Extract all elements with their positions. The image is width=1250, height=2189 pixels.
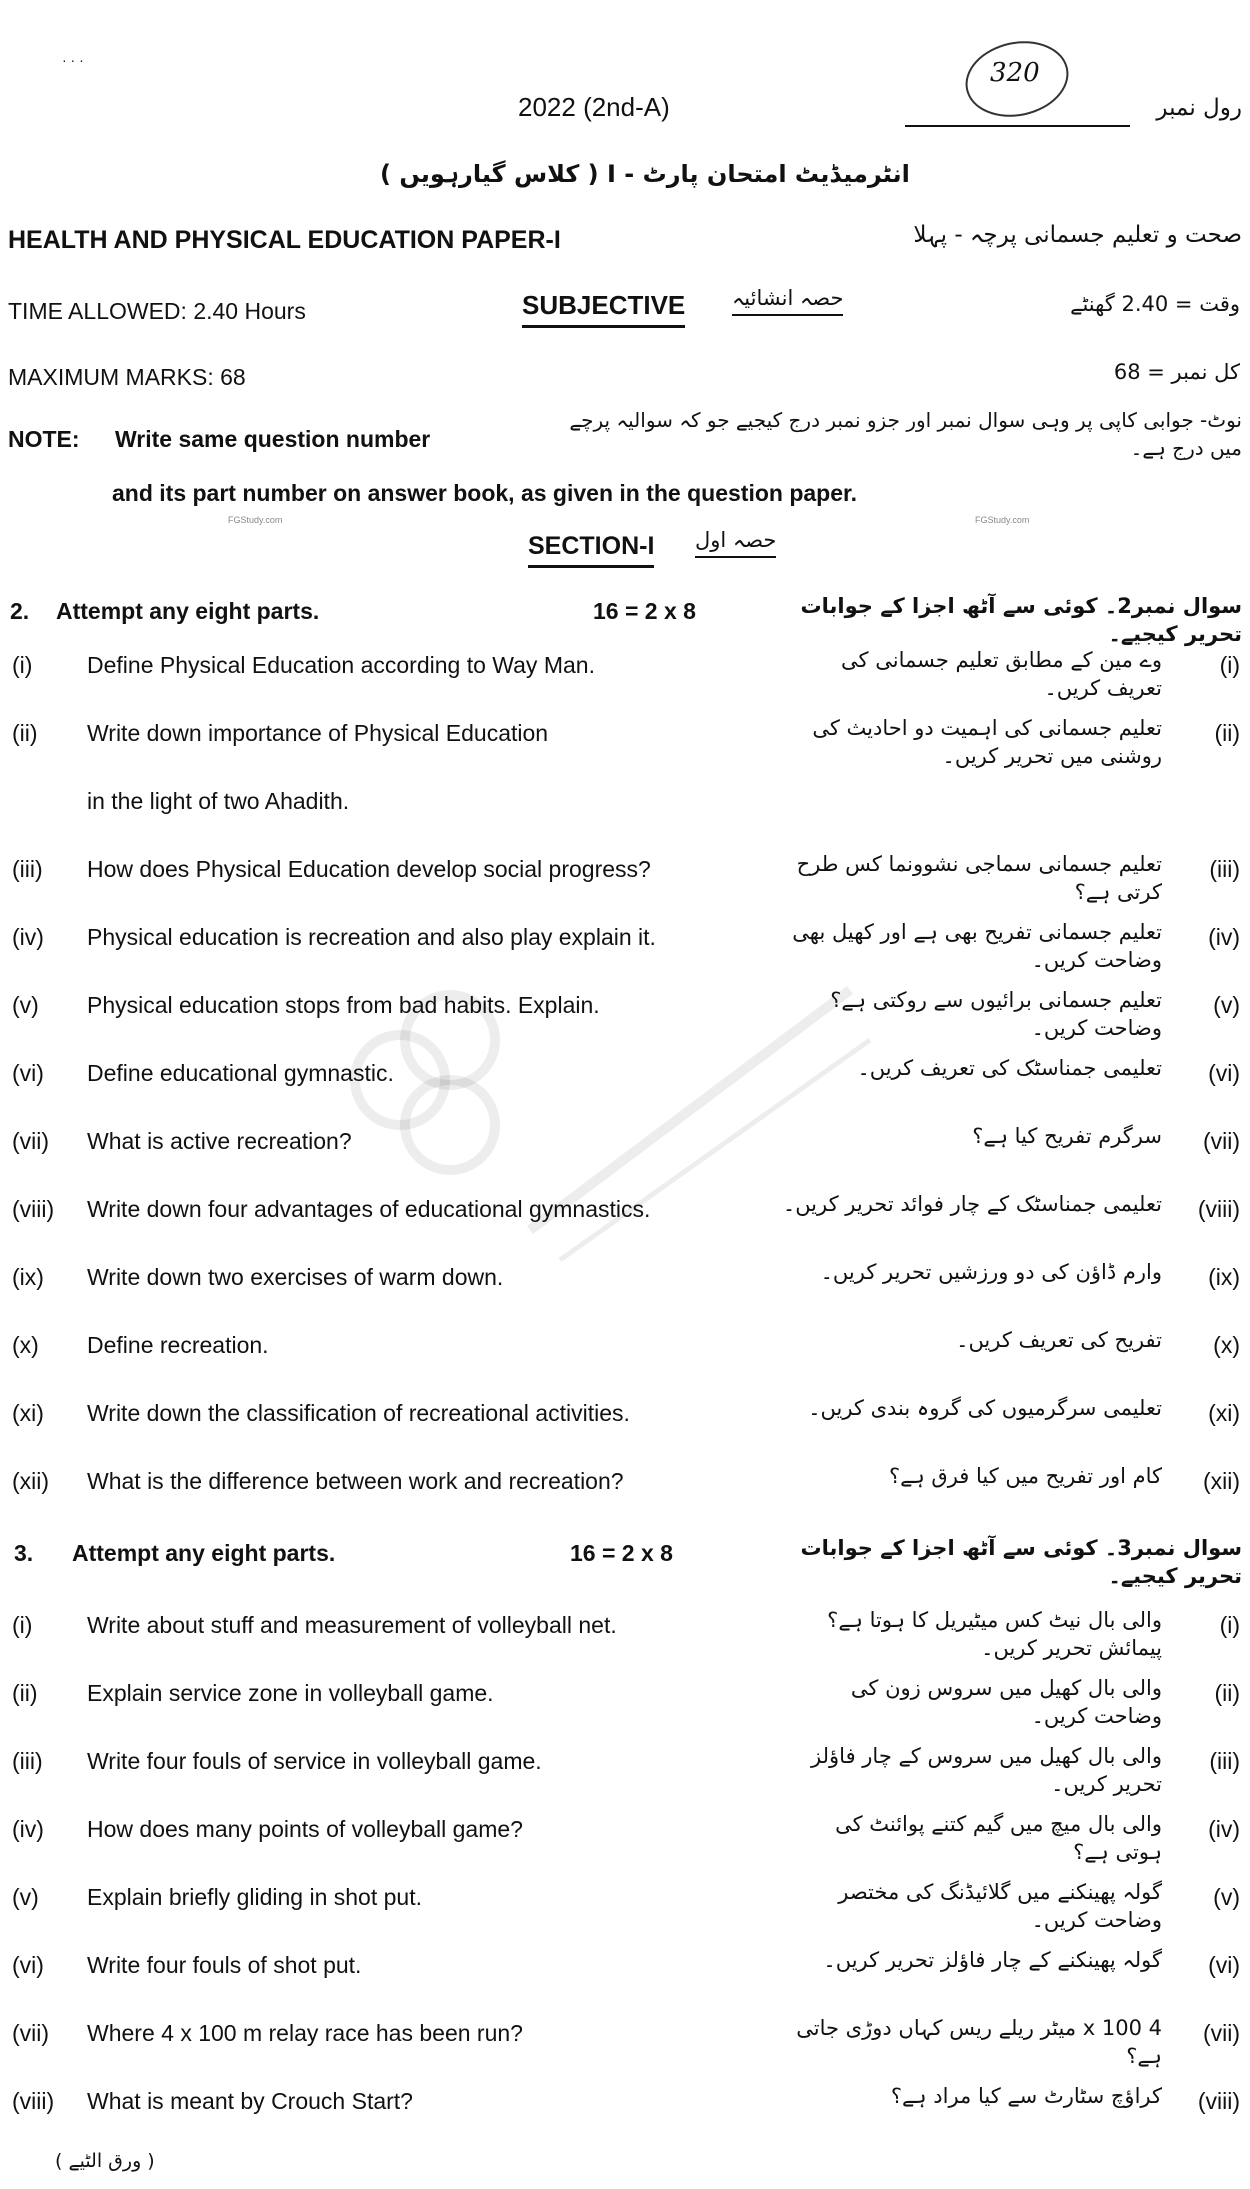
section-title-urdu: حصہ اول xyxy=(695,528,776,558)
question-marks: 16 = 2 x 8 xyxy=(570,1540,673,1566)
subjective-label-urdu: حصہ انشائیہ xyxy=(732,286,843,316)
part-label-urdu: (vii) xyxy=(1202,1128,1240,1154)
part-label-urdu: (x) xyxy=(1213,1332,1240,1358)
part-label-urdu: (ix) xyxy=(1208,1264,1240,1290)
part-question: How does many points of volleyball game? xyxy=(87,1816,523,1842)
part-label-urdu: (ii) xyxy=(1214,1680,1240,1706)
part-label: (vi) xyxy=(12,1060,44,1086)
site-watermark: FGStudy.com xyxy=(975,515,1030,525)
note-text-1: Write same question number xyxy=(115,426,431,452)
part-question: Write four fouls of service in volleyball game. xyxy=(87,1748,542,1774)
part-question-urdu: تعلیمی جمناسٹک کی تعریف کریں۔ xyxy=(857,1056,1162,1080)
turn-over-note: ( ورق الٹیے ) xyxy=(55,2150,155,2172)
part-label: (iv) xyxy=(12,1816,44,1842)
question-marks: 16 = 2 x 8 xyxy=(593,598,696,624)
maximum-marks: MAXIMUM MARKS: 68 xyxy=(8,364,246,390)
part-question-urdu: گولہ پھینکنے کے چار فاؤلز تحریر کریں۔ xyxy=(823,1948,1162,1972)
part-label: (ii) xyxy=(12,1680,38,1706)
part-question: Write four fouls of shot put. xyxy=(87,1952,362,1978)
part-label: (iii) xyxy=(12,1748,43,1774)
watermark-stroke xyxy=(560,1040,870,1260)
part-label-urdu: (iii) xyxy=(1209,1748,1240,1774)
question-instruction: Attempt any eight parts. xyxy=(56,598,320,624)
part-question: Define recreation. xyxy=(87,1332,269,1358)
part-label: (iii) xyxy=(12,856,43,882)
part-question: Write down two exercises of warm down. xyxy=(87,1264,504,1290)
site-watermark: FGStudy.com xyxy=(228,515,283,525)
subject-title: HEALTH AND PHYSICAL EDUCATION PAPER-I xyxy=(8,226,561,254)
part-label-urdu: (i) xyxy=(1219,1612,1240,1638)
part-label: (v) xyxy=(12,1884,39,1910)
part-question: Explain briefly gliding in shot put. xyxy=(87,1884,422,1910)
question-number: 3. xyxy=(14,1540,34,1566)
part-label-urdu: (vii) xyxy=(1202,2020,1240,2046)
part-question-urdu: تعلیم جسمانی تفریح بھی ہے اور کھیل بھی وضاحت کریں۔ xyxy=(792,920,1162,972)
part-label: (viii) xyxy=(12,1196,55,1222)
part-question-urdu: کام اور تفریح میں کیا فرق ہے؟ xyxy=(889,1464,1162,1488)
part-question-urdu: والی بال نیٹ کس میٹیریل کا ہوتا ہے؟ پیمائش تحریر کریں۔ xyxy=(827,1608,1162,1660)
part-question: Define Physical Education according to Way Man. xyxy=(87,652,595,678)
part-question-urdu: والی بال کھیل میں سروس کے چار فاؤلز تحریر کریں۔ xyxy=(811,1744,1162,1796)
part-question: Write down the classification of recreational activities. xyxy=(87,1400,630,1426)
part-label: (vii) xyxy=(12,2020,50,2046)
question-number: 2. xyxy=(10,598,30,624)
note-urdu: نوٹ- جوابی کاپی پر وہی سوال نمبر اور جزو نمبر درج کیجیے جو کہ سوالیہ پرچے میں درج ہے۔ xyxy=(569,408,1242,460)
maximum-marks-urdu: کل نمبر = 68 xyxy=(1113,360,1240,384)
question-instruction-urdu: سوال نمبر3۔ کوئی سے آٹھ اجزا کے جوابات تحریر کیجیے۔ xyxy=(800,1536,1242,1588)
part-question: Write down importance of Physical Education xyxy=(87,720,549,746)
exam-year: 2022 (2nd-A) xyxy=(518,92,670,122)
roll-label: رول نمبر xyxy=(1156,95,1242,121)
part-question: Physical education is recreation and also play explain it. xyxy=(87,924,656,950)
roll-number: 320 xyxy=(990,58,1040,88)
part-question: Explain service zone in volleyball game. xyxy=(87,1680,494,1706)
part-label-urdu: (iii) xyxy=(1209,856,1240,882)
part-label: (vii) xyxy=(12,1128,50,1154)
part-question: Physical education stops from bad habits. Explain. xyxy=(87,992,600,1018)
part-label: (iv) xyxy=(12,924,44,950)
part-label-urdu: (viii) xyxy=(1197,2088,1240,2114)
part-label-urdu: (ii) xyxy=(1214,720,1240,746)
part-question-urdu: وے مین کے مطابق تعلیم جسمانی کی تعریف کریں۔ xyxy=(841,648,1162,700)
part-question-urdu: سرگرم تفریح کیا ہے؟ xyxy=(972,1124,1162,1148)
note-label: NOTE: xyxy=(8,426,80,452)
part-label-urdu: (vi) xyxy=(1208,1952,1240,1978)
part-label: (viii) xyxy=(12,2088,55,2114)
part-question-urdu: والی بال میچ میں گیم کتنے پوائنٹ کی ہوتی ہے؟ xyxy=(835,1812,1162,1864)
question-instruction: Attempt any eight parts. xyxy=(72,1540,336,1566)
roll-number-line xyxy=(905,125,1130,127)
part-label: (i) xyxy=(12,652,33,678)
part-question: Write about stuff and measurement of volleyball net. xyxy=(87,1612,617,1638)
subject-title-urdu: صحت و تعلیم جسمانی پرچہ - پہلا xyxy=(913,222,1242,248)
subjective-label: SUBJECTIVE xyxy=(522,290,685,328)
part-label-urdu: (iv) xyxy=(1208,1816,1240,1842)
part-label-urdu: (vi) xyxy=(1208,1060,1240,1086)
part-label-urdu: (v) xyxy=(1213,1884,1240,1910)
part-label-urdu: (xi) xyxy=(1208,1400,1240,1426)
part-question: Define educational gymnastic. xyxy=(87,1060,394,1086)
part-question: What is the difference between work and recreation? xyxy=(87,1468,624,1494)
watermark-clover-leaf xyxy=(405,1080,495,1170)
part-question-urdu: تعلیم جسمانی سماجی نشوونما کس طرح کرتی ہے؟ xyxy=(796,852,1162,904)
section-title: SECTION-I xyxy=(528,532,654,568)
part-question: Write down four advantages of educational gymnastics. xyxy=(87,1196,651,1222)
part-question-continued: in the light of two Ahadith. xyxy=(87,788,350,814)
part-label: (vi) xyxy=(12,1952,44,1978)
part-question: Where 4 x 100 m relay race has been run? xyxy=(87,2020,523,2046)
part-label-urdu: (xii) xyxy=(1202,1468,1240,1494)
part-label: (xi) xyxy=(12,1400,44,1426)
note-text-2: and its part number on answer book, as given in the question paper. xyxy=(112,480,858,506)
part-label-urdu: (iv) xyxy=(1208,924,1240,950)
part-question-urdu: تفریح کی تعریف کریں۔ xyxy=(956,1328,1162,1352)
part-label: (v) xyxy=(12,992,39,1018)
part-question: What is meant by Crouch Start? xyxy=(87,2088,413,2114)
part-label: (xii) xyxy=(12,1468,50,1494)
time-allowed: TIME ALLOWED: 2.40 Hours xyxy=(8,298,306,324)
part-label: (ix) xyxy=(12,1264,44,1290)
scan-marks: · · · xyxy=(62,52,84,68)
time-allowed-urdu: وقت = 2.40 گھنٹے xyxy=(1070,292,1240,316)
part-label: (x) xyxy=(12,1332,39,1358)
part-question-urdu: تعلیمی جمناسٹک کے چار فوائد تحریر کریں۔ xyxy=(782,1192,1162,1216)
part-question-urdu: تعلیم جسمانی برائیوں سے روکتی ہے؟ وضاحت کریں۔ xyxy=(830,988,1162,1040)
part-question-urdu: تعلیمی سرگرمیوں کی گروہ بندی کریں۔ xyxy=(808,1396,1162,1420)
part-label: (i) xyxy=(12,1612,33,1638)
part-label-urdu: (v) xyxy=(1213,992,1240,1018)
part-question-urdu: تعلیم جسمانی کی اہمیت دو احادیث کی روشنی میں تحریر کریں۔ xyxy=(812,716,1162,768)
part-question: How does Physical Education develop social progress? xyxy=(87,856,651,882)
part-question-urdu: والی بال کھیل میں سروس زون کی وضاحت کریں۔ xyxy=(850,1676,1162,1728)
exam-title-urdu: انٹرمیڈیٹ امتحان پارٹ - I ( کلاس گیارہویں ) xyxy=(380,160,910,188)
fgstudy-watermark-logo xyxy=(330,930,890,1290)
part-label-urdu: (viii) xyxy=(1197,1196,1240,1222)
part-question-urdu: 4 x 100 میٹر ریلے ریس کہاں دوڑی جاتی ہے؟ xyxy=(796,2016,1162,2068)
part-label: (ii) xyxy=(12,720,38,746)
question-instruction-urdu: سوال نمبر2۔ کوئی سے آٹھ اجزا کے جوابات تحریر کیجیے۔ xyxy=(800,594,1242,646)
part-question-urdu: گولہ پھینکنے میں گلائیڈنگ کی مختصر وضاحت کریں۔ xyxy=(838,1880,1162,1932)
part-question-urdu: کراؤچ سٹارٹ سے کیا مراد ہے؟ xyxy=(890,2084,1162,2108)
part-question: What is active recreation? xyxy=(87,1128,352,1154)
part-label-urdu: (i) xyxy=(1219,652,1240,678)
part-question-urdu: وارم ڈاؤن کی دو ورزشیں تحریر کریں۔ xyxy=(820,1260,1162,1284)
